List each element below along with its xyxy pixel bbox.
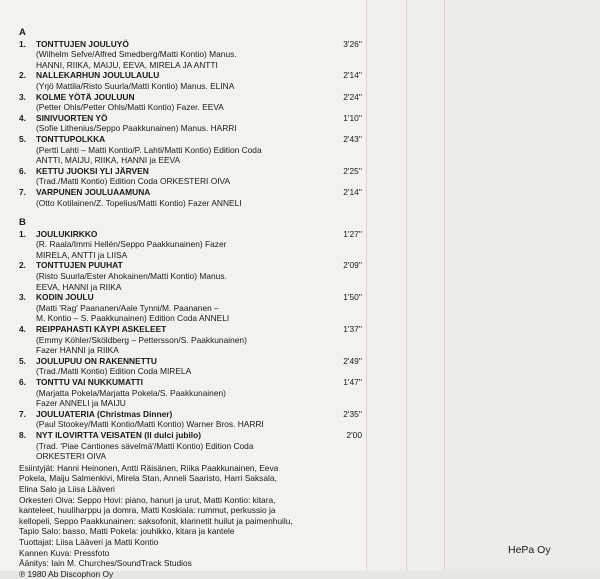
track-header [19,292,364,303]
track-credit-line: MIRELA, ANTTI ja LIISA [36,249,128,260]
track-item [19,292,364,324]
track-credit-line: Fazer HANNI ja RIIKA [36,345,119,356]
track-credit-line: (Trad./Matti Kontio) Edition Coda ORKESTERI OIVA [36,176,231,187]
track-item [19,92,364,113]
credit-line: Elina Salo ja Liisa Lääveri [19,483,115,494]
track-item [19,324,364,356]
track-duration: 1'47'' [343,377,362,387]
track-credit-line: (Petter Ohls/Petter Ohls/Matti Kontio) Fazer. EEVA [36,102,224,113]
credit-line: Pokela, Maiju Salmenkivi, Mirela Stan, Anneli Saaristo, Harri Saksala, [19,473,277,484]
track-header [19,430,364,441]
track-title: TONTTU VAI NUKKUMATTI [36,377,143,387]
track-credit-line: (Wilhelm Sefve/Alfred Smedberg/Matti Kontio) Manus. [36,49,237,60]
track-duration: 2'09'' [343,260,362,271]
track-item [19,260,364,292]
track-duration: 2'00 [346,429,362,440]
track-number: 3. [19,91,26,102]
side-b-tracks [19,229,364,462]
track-item [19,409,364,430]
track-number: 2. [19,260,26,271]
track-title: SINIVUORTEN YÖ [36,112,108,123]
credit-line: Tuottajat: Liisa Lääveri ja Matti Kontio [19,536,159,547]
track-duration: 3'26'' [343,38,362,49]
track-number: 8. [19,429,26,440]
track-credit-line: M. Kontio – S. Paakkunainen) Edition Coda ANNELI [36,313,230,324]
track-item [19,134,364,166]
credit-line: kanteleet, huuliharppu ja domra, Matti Koskiala: rummut, perkussio ja [19,505,276,516]
track-header [19,229,364,240]
track-duration: 2'49'' [343,355,362,366]
credit-line: Kannen Kuva: Pressfoto [19,547,110,558]
track-credit-line: (Risto Suurla/Ester Ahokainen/Matti Kontio) Manus. [36,271,227,282]
track-credit-line: (Yrjö Mattila/Risto Suurla/Matti Kontio) Manus. ELINA [36,80,235,91]
track-duration: 2'14'' [343,70,362,81]
track-number: 1. [19,228,26,239]
credit-line: Esiintyjät: Hanni Heinonen, Antti Räisänen, Riika Paakkunainen, Eeva [19,462,279,473]
credit-line: Orkesteri Oiva: Seppo Hovi: piano, hanuri ja urut, Matti Kontio: kitara, [19,494,276,505]
track-credit-line: (Marjatta Pokela/Marjatta Pokela/S. Paakkunainen) [36,387,226,398]
track-number: 7. [19,408,26,419]
track-title: TONTTUJEN PUUHAT [36,260,123,271]
track-header [19,356,364,367]
track-header [19,377,364,388]
track-title: KETTU JUOKSI YLI JÄRVEN [36,165,149,176]
track-title: KODIN JOULU [36,292,94,303]
track-item [19,70,364,91]
credit-line: ℗ 1980 Ab Discophon Oy [19,568,114,579]
track-number: 5. [19,355,26,366]
track-duration: 1'50'' [343,292,362,303]
back-panel [444,0,600,571]
track-duration: 1'10'' [343,112,362,123]
track-item [19,39,364,71]
track-credit-line: (Pertti Lahti – Matti Kontio/P. Lahti/Matti Kontio) Edition Coda [36,144,262,155]
track-header [19,166,364,177]
track-number: 5. [19,133,26,144]
track-header [19,134,364,145]
track-duration: 2'25'' [343,165,362,176]
track-number: 2. [19,70,26,81]
track-header [19,260,364,271]
track-credit-line: (R. Raala/Immi Hellén/Seppo Paakkunainen) Fazer [36,239,227,250]
track-header [19,113,364,124]
credit-line: kellopeli, Seppo Paakkunainen: saksofonit, klarinetit huilut ja paimenhuilu, [19,515,293,526]
track-credit-line: Fazer ANNELI ja MAIJU [36,398,126,409]
credits [19,463,364,579]
track-credit-line: (Trad. 'Piae Cantiones sävelmä'/Matti Kontio) Edition Coda [36,440,254,451]
track-title: VARPUNEN JOULUAAMUNA [36,186,151,197]
track-credit-line: (Paul Stookey/Matti Kontio/Matti Kontio) Warner Bros. HARRI [36,419,264,430]
track-header [19,92,364,103]
track-title: NALLEKARHUN JOULULAULU [36,70,160,81]
track-item [19,430,364,462]
record-label: HePa Oy [508,544,551,556]
credit-line: Äänitys: Iain M. Churches/SoundTrack Studios [19,558,192,569]
track-header [19,70,364,81]
track-number: 1. [19,38,26,49]
track-duration: 2'14'' [343,186,362,197]
track-number: 4. [19,324,26,335]
tracklist [19,26,364,579]
track-item [19,113,364,134]
track-title: JOULUKIRKKO [36,228,98,239]
track-number: 6. [19,165,26,176]
track-number: 3. [19,292,26,303]
track-title: JOULUATERIA (Christmas Dinner) [36,408,173,419]
track-item [19,356,364,377]
track-title: REIPPAHASTI KÄYPI ASKELEET [36,324,167,335]
track-title: JOULUPUU ON RAKENNETTU [36,355,157,366]
side-a-label: A [19,27,26,38]
track-credit-line: EEVA, HANNI ja RIIKA [36,281,122,292]
track-credit-line: (Trad./Matti Kontio) Edition Coda MIRELA [36,366,192,377]
track-credit-line: ANTTI, MAIJU, RIIKA, HANNI ja EEVA [36,155,181,166]
track-number: 7. [19,186,26,197]
credit-line: Tapio Salo: basso, Matti Pokela: jouhikko, kitara ja kantele [19,526,235,537]
track-credit-line: (Otto Kotilainen/Z. Topelius/Matti Kontio) Fazer ANNELI [36,197,242,208]
track-credit-line: HANNI, RIIKA, MAIJU, EEVA, MIRELA JA ANTTI [36,59,218,70]
track-item [19,377,364,409]
spine-panel [366,0,406,571]
track-title: NYT ILOVIRTTA VEISATEN (Il dulci jubilo) [36,429,202,440]
track-duration: 1'27'' [343,228,362,239]
track-credit-line: (Emmy Köhler/Sköldberg – Pettersson/S. Paakkunainen) [36,334,247,345]
track-item [19,166,364,187]
side-a-tracks [19,39,364,209]
track-credit-line: ORKESTERI OIVA [36,451,107,462]
flap-panel [406,0,444,571]
track-duration: 2'43'' [343,133,362,144]
side-b-label: B [19,217,26,229]
track-credit-line: (Matti 'Rag' Paananen/Aale Tynni/M. Paananen – [36,302,219,313]
track-number: 4. [19,112,26,123]
track-duration: 2'24'' [343,91,362,102]
track-duration: 2'35'' [343,408,362,419]
track-item [19,187,364,208]
track-title: TONTTUJEN JOULUYÖ [36,38,129,49]
track-header [19,187,364,198]
track-header [19,39,364,50]
track-header [19,324,364,335]
track-title: TONTTUPOLKKA [36,133,106,144]
track-item [19,229,364,261]
track-header [19,409,364,420]
track-credit-line: (Sofie Lithenius/Seppo Paakkunainen) Manus. HARRI [36,123,237,134]
track-number: 6. [19,377,26,387]
track-duration: 1'37'' [343,324,362,335]
track-title: KOLME YÖTÄ JOULUUN [36,91,135,102]
